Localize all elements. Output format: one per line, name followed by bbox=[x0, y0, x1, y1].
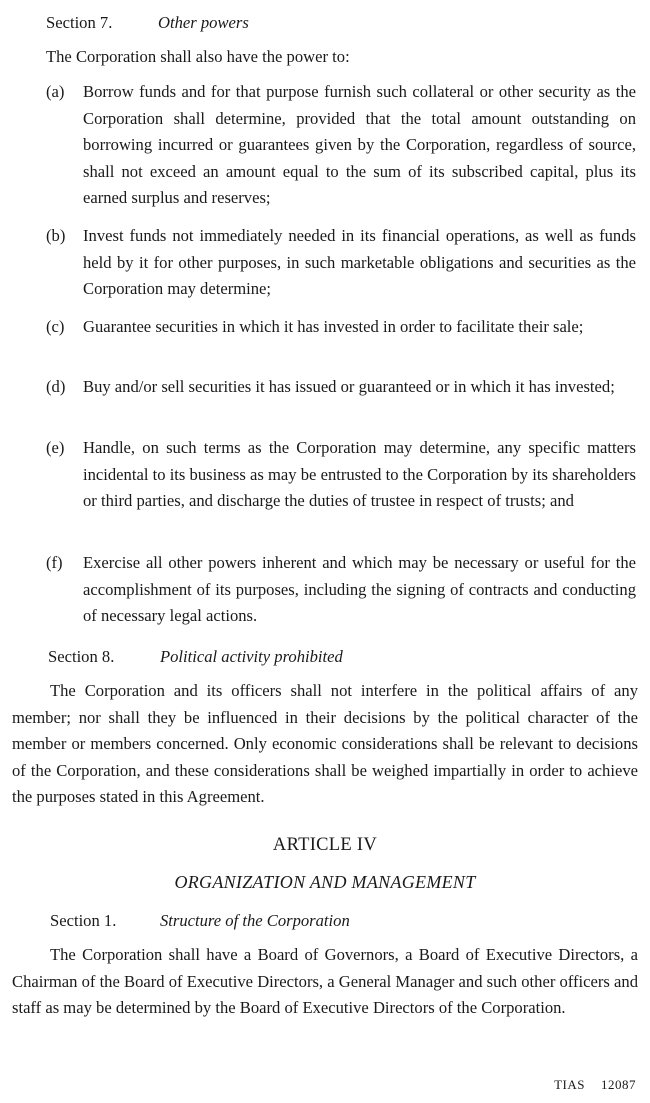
footer-number: 12087 bbox=[601, 1077, 636, 1092]
list-item-text: Invest funds not immediately needed in its financial operations, as well as funds held by it for other purposes, in such marketable obligations and securities as the Corporation may determine; bbox=[83, 226, 636, 298]
section-8-body: The Corporation and its officers shall not interfere in the political affairs of any member; nor shall they be influenced in their decisions by the political character of the member or members concerned. Only economic considerations shall be relevant to decisions of the Corporation, and these considerations shall be weighed impartially in order to achieve the purposes stated in this Agreement. bbox=[12, 681, 638, 806]
section-7-intro: The Corporation shall also have the power to: bbox=[46, 47, 350, 66]
list-item bbox=[46, 79, 636, 212]
page-footer bbox=[554, 1072, 636, 1099]
section-7-heading bbox=[46, 10, 249, 37]
list-item-text: Borrow funds and for that purpose furnish such collateral or other security as the Corporation shall determine, provided that the total amount outstanding on borrowing incurred or guarantees given by the Corporation, regardless of source, shall not exceed an amount equal to the sum of its subscribed capital, plus its earned surplus and reserves; bbox=[83, 82, 636, 207]
list-item-text: Buy and/or sell securities it has issued or guaranteed or in which it has invested; bbox=[83, 377, 615, 396]
list-item-label: (e) bbox=[46, 438, 65, 457]
list-item-label: (b) bbox=[46, 226, 66, 245]
list-item-text: Handle, on such terms as the Corporation may determine, any specific matters incidental to its business as may be entrusted to the Corporation by its shareholders or third parties, and discharge the duties of trustee in respect of trusts; and bbox=[83, 438, 636, 510]
list-item bbox=[46, 550, 636, 630]
list-item-label: (c) bbox=[46, 317, 65, 336]
section-7-number: Section 7. bbox=[46, 13, 113, 32]
section-7-title: Other powers bbox=[158, 13, 249, 32]
list-item-label: (a) bbox=[46, 82, 65, 101]
section-1-heading bbox=[50, 908, 350, 935]
list-item bbox=[46, 374, 636, 401]
list-item bbox=[46, 223, 636, 303]
list-item bbox=[46, 435, 636, 515]
section-8-title: Political activity prohibited bbox=[160, 647, 343, 666]
article-heading: ARTICLE IV bbox=[272, 835, 378, 855]
article-subheading: ORGANIZATION AND MANAGEMENT bbox=[174, 872, 476, 892]
section-1-body: The Corporation shall have a Board of Governors, a Board of Executive Directors, a Chairman of the Board of Executive Directors, a General Manager and such other officers and staff as may be determined by the Board of Executive Directors of the Corporation. bbox=[12, 945, 638, 1017]
section-8-number: Section 8. bbox=[48, 647, 115, 666]
section-1-title: Structure of the Corporation bbox=[160, 911, 350, 930]
list-item-label: (f) bbox=[46, 553, 63, 572]
list-item-text: Exercise all other powers inherent and which may be necessary or useful for the accomplishment of its purposes, including the signing of contracts and conducting of necessary legal actions. bbox=[83, 553, 636, 625]
list-item-label: (d) bbox=[46, 377, 66, 396]
list-item bbox=[46, 314, 636, 341]
list-item-text: Guarantee securities in which it has invested in order to facilitate their sale; bbox=[83, 317, 584, 336]
footer-series: TIAS bbox=[554, 1077, 585, 1092]
section-8-heading bbox=[48, 644, 343, 671]
section-1-number: Section 1. bbox=[50, 911, 117, 930]
